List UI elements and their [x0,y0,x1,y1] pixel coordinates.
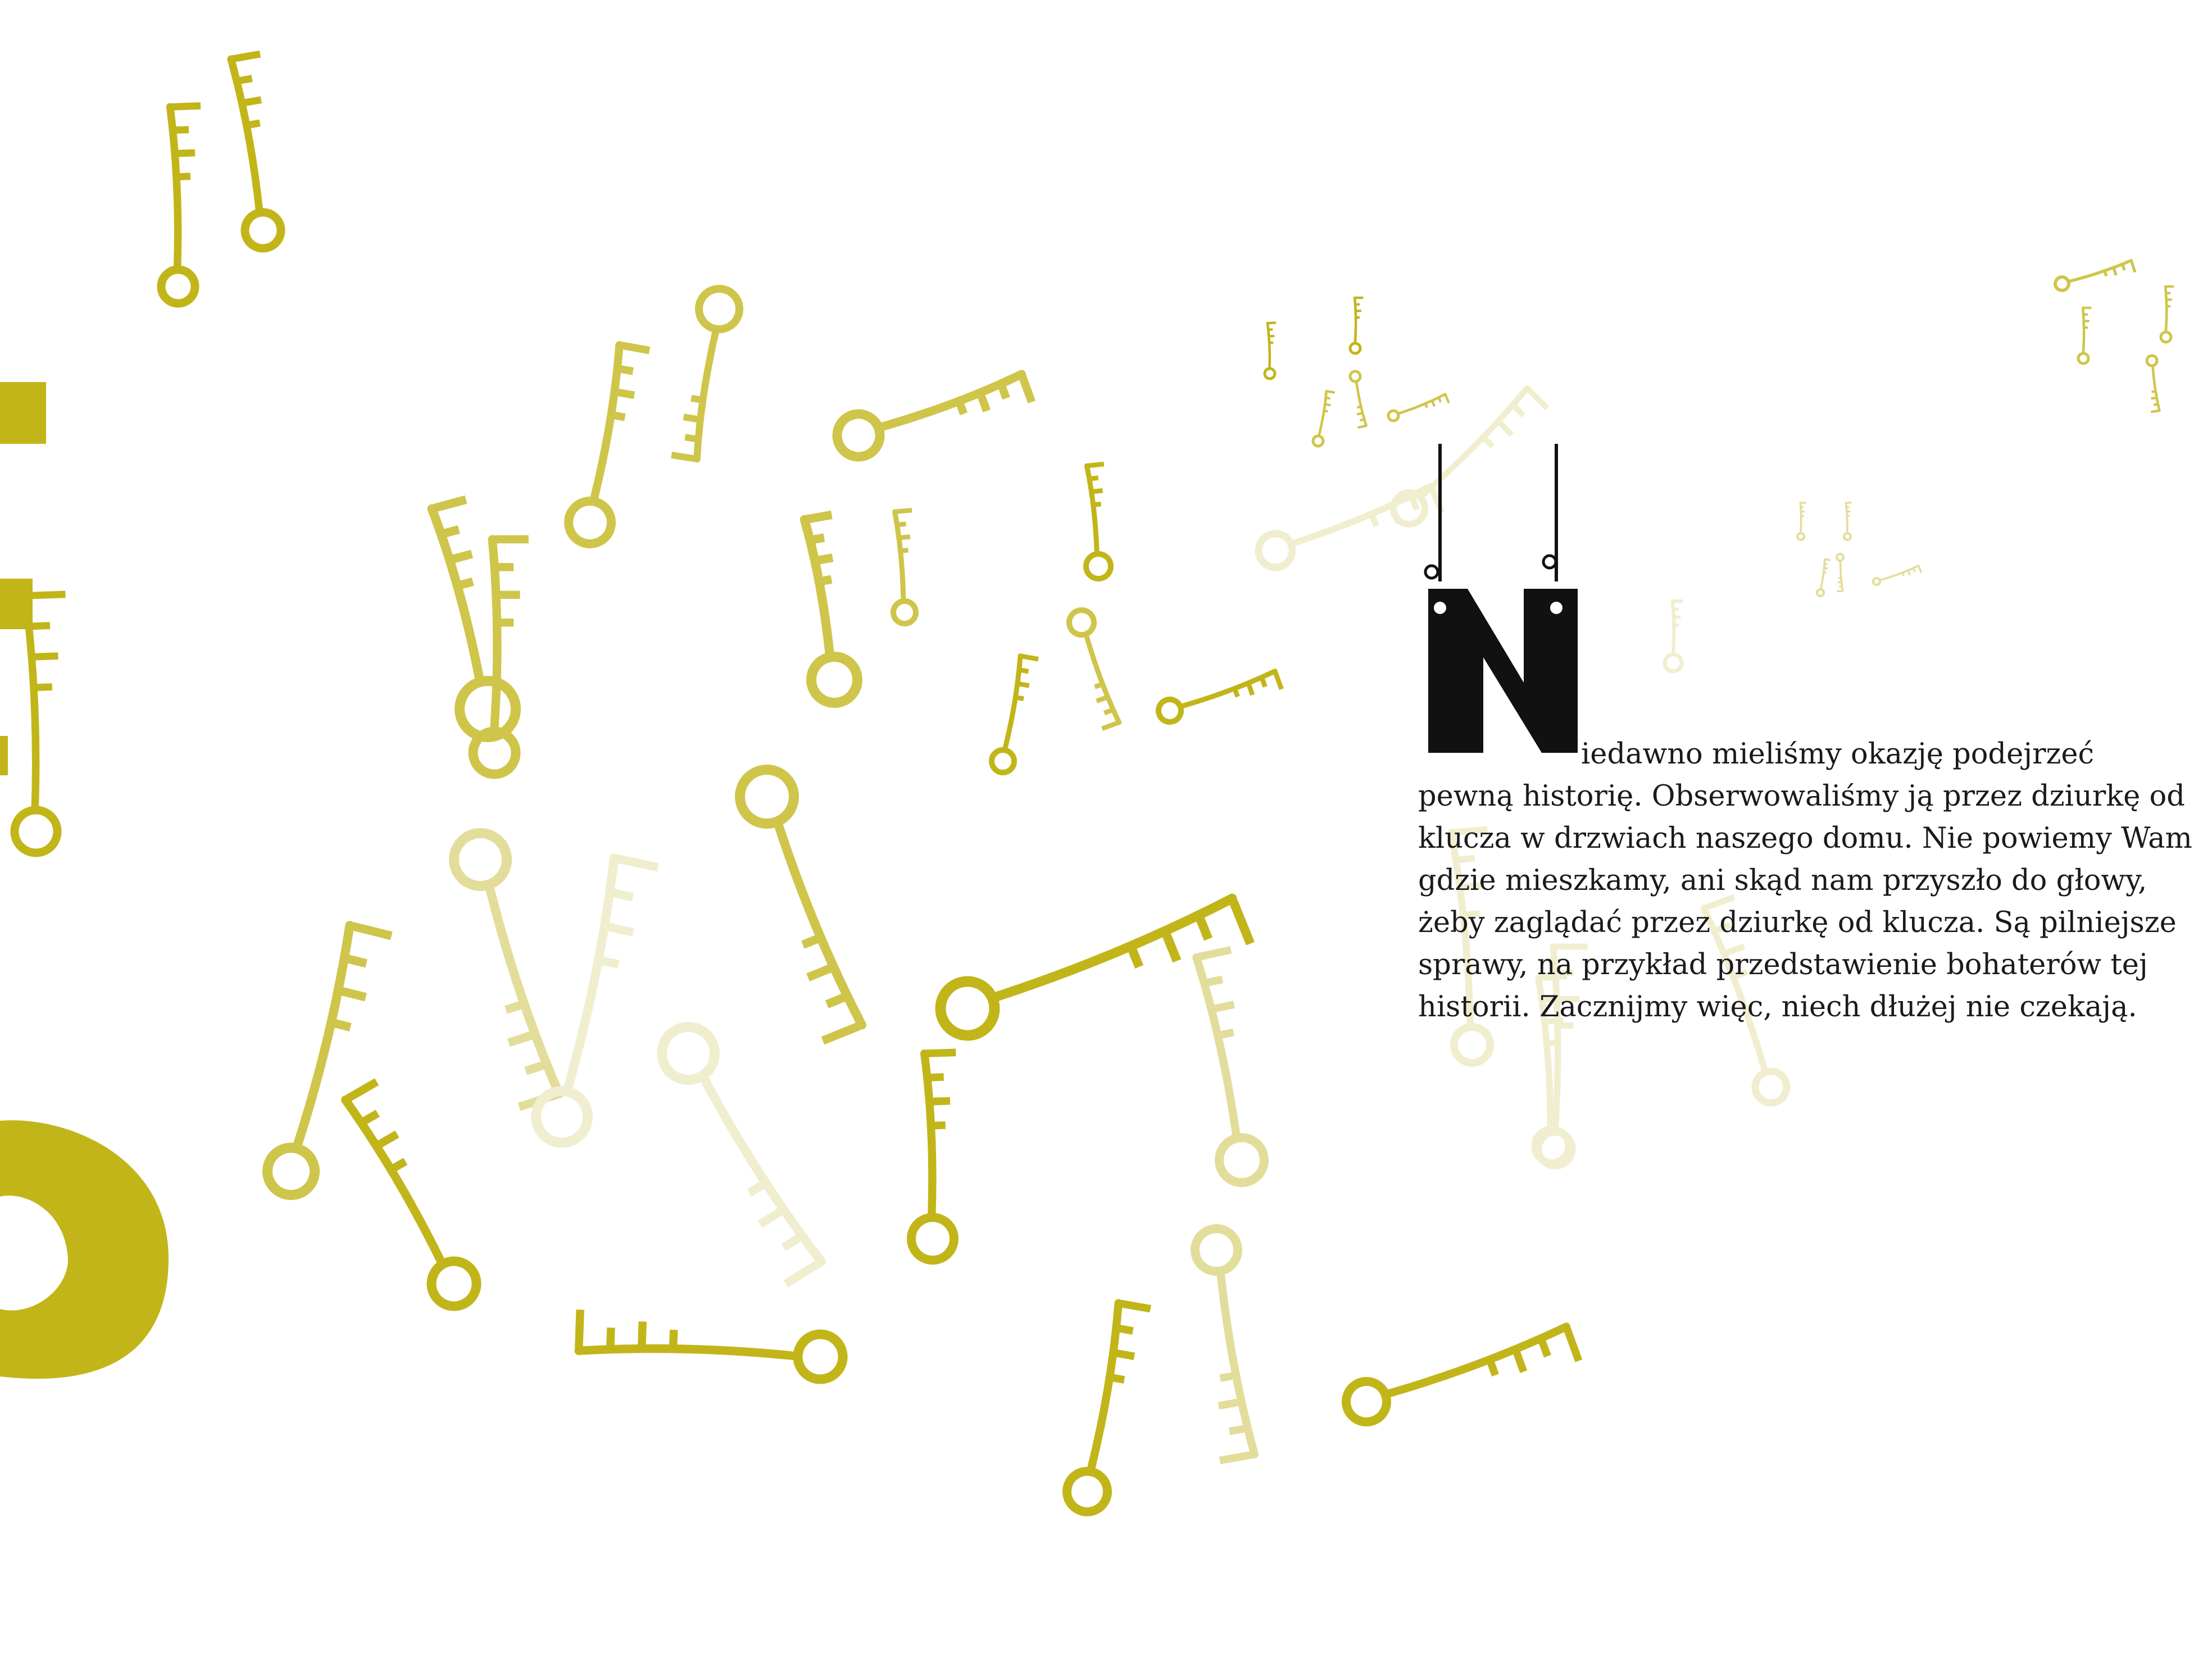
key-icon [1064,1300,1150,1517]
key-icon [783,515,864,706]
key-icon [1312,390,1335,448]
key-icon [884,510,921,624]
key-icon [1075,464,1116,580]
story-line: pewną historię. Obserwowaliśmy ją przez dziurkę od [1418,780,2185,813]
key-icon [1665,601,1683,671]
key-icon [1155,662,1282,731]
story-line: iedawno mieliśmy okazję podejrzeć [1581,738,2095,771]
key-icon [2054,254,2135,297]
key-icon [2078,308,2091,363]
key-icon [1180,1225,1274,1461]
key-icon [671,285,742,462]
key-icon [328,1082,494,1315]
hanging-letter-sign-icon [1425,444,1578,753]
story-line: sprawy, na przykład przedstawienie bohaterów tej [1418,948,2148,981]
key-icon [905,1052,964,1261]
key-icon [1387,390,1448,426]
key-icon [435,826,582,1107]
key-icon [531,853,658,1151]
key-icon [1177,950,1279,1187]
key-icon [1387,378,1547,539]
story-line: żeby zaglądać przez dziurkę od klucza. Są pilniejsze [1418,906,2177,939]
key-icon [2161,287,2174,342]
story-line: historii. Zacznijmy więc, niech dłużej nie czekają. [1418,990,2137,1024]
key-icon [155,106,207,304]
key-icon [1872,563,1921,589]
key-icon [2143,355,2164,412]
key-icon [1843,503,1853,540]
large-key-fragment [0,382,169,1379]
key-icon [1341,1310,1579,1440]
key-icon [215,54,294,251]
key-icon [831,356,1032,469]
key-icon [1834,554,1846,592]
key-icon [1061,607,1130,729]
key-icon [1263,323,1278,379]
key-icon [1816,559,1831,597]
story-line: gdzie mieszkamy, ani skąd nam przyszło do głowy, [1418,864,2147,897]
key-icon [262,920,392,1204]
key-icon [565,342,649,548]
story-line: klucza w drzwiach naszego domu. Nie powiemy Wam [1418,822,2192,855]
key-icon [1797,503,1806,540]
key-icon [6,594,74,853]
story-paragraph [1418,733,2192,1028]
key-icon [990,654,1038,775]
key-icon [720,762,885,1041]
key-icon [1346,370,1370,428]
key-icon [641,1017,842,1284]
key-icon [578,1310,844,1380]
key-icon [1350,298,1363,353]
